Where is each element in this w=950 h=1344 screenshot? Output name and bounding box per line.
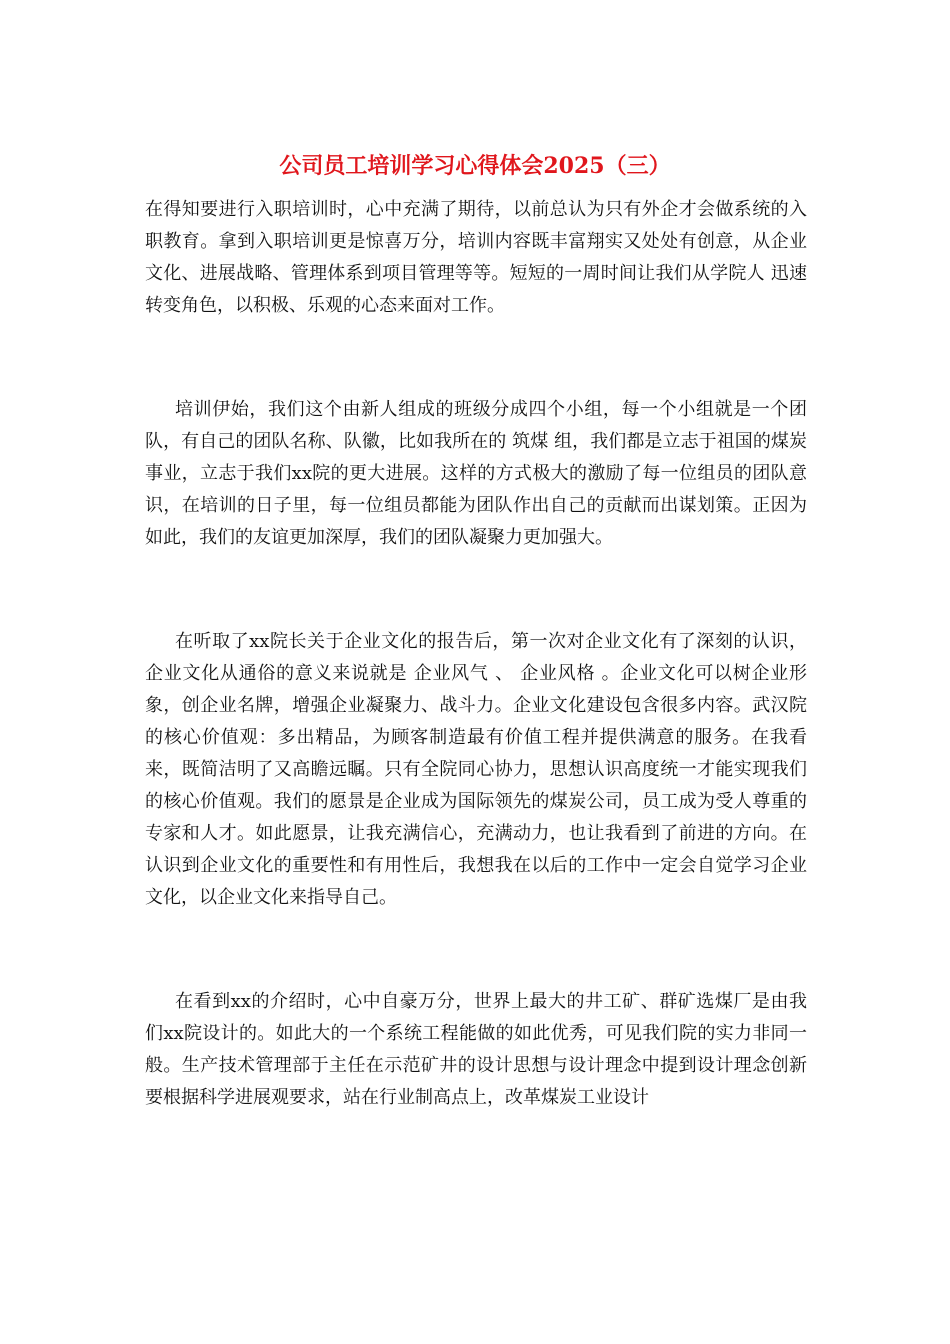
- paragraph-3: 在听取了xx院长关于企业文化的报告后，第一次对企业文化有了深刻的认识，企业文化从通俗的意义来说就是 企业风气 、 企业风格 。企业文化可以树企业形象，创企业名牌，增强企业凝聚力、战斗力。企业文化建设包含很多内容。武汉院的核心价值观：多出精品，为顾客制造最有价值工程并提供满意的服务。在我看来，既简洁明了又高瞻远瞩。只有全院同心协力，思想认识高度统一才能实现我们的核心价值观。我们的愿景是企业成为国际领先的煤炭公司，员工成为受人尊重的专家和人才。如此愿景，让我充满信心，充满动力，也让我看到了前进的方向。在认识到企业文化的重要性和有用性后，我想我在以后的工作中一定会自觉学习企业文化，以企业文化来指导自己。: [145, 631, 807, 908]
- paragraph-1: 在得知要进行入职培训时，心中充满了期待，以前总认为只有外企才会做系统的入职教育。拿到入职培训更是惊喜万分，培训内容既丰富翔实又处处有创意，从企业文化、进展战略、管理体系到项目管理等等。短短的一周时间让我们从学院人 迅速转变角色，以积极、乐观的心态来面对工作。: [145, 199, 807, 316]
- paragraph-2: 培训伊始，我们这个由新人组成的班级分成四个小组，每一个小组就是一个团队，有自己的团队名称、队徽，比如我所在的 筑煤 组，我们都是立志于祖国的煤炭事业，立志于我们xx院的更大进展。这样的方式极大的激励了每一位组员的团队意识，在培训的日子里，每一位组员都能为团队作出自己的贡献而出谋划策。正因为如此，我们的友谊更加深厚，我们的团队凝聚力更加强大。: [145, 399, 807, 548]
- document-title: 公司员工培训学习心得体会2025（三）: [279, 153, 671, 179]
- paragraph-4: 在看到xx的介绍时，心中自豪万分，世界上最大的井工矿、群矿选煤厂是由我们xx院设计的。如此大的一个系统工程能做的如此优秀，可见我们院的实力非同一般。生产技术管理部于主任在示范矿井的设计思想与设计理念中提到设计理念创新要根据科学进展观要求，站在行业制高点上，改革煤炭工业设计: [145, 991, 807, 1108]
- document-body: [145, 194, 807, 1114]
